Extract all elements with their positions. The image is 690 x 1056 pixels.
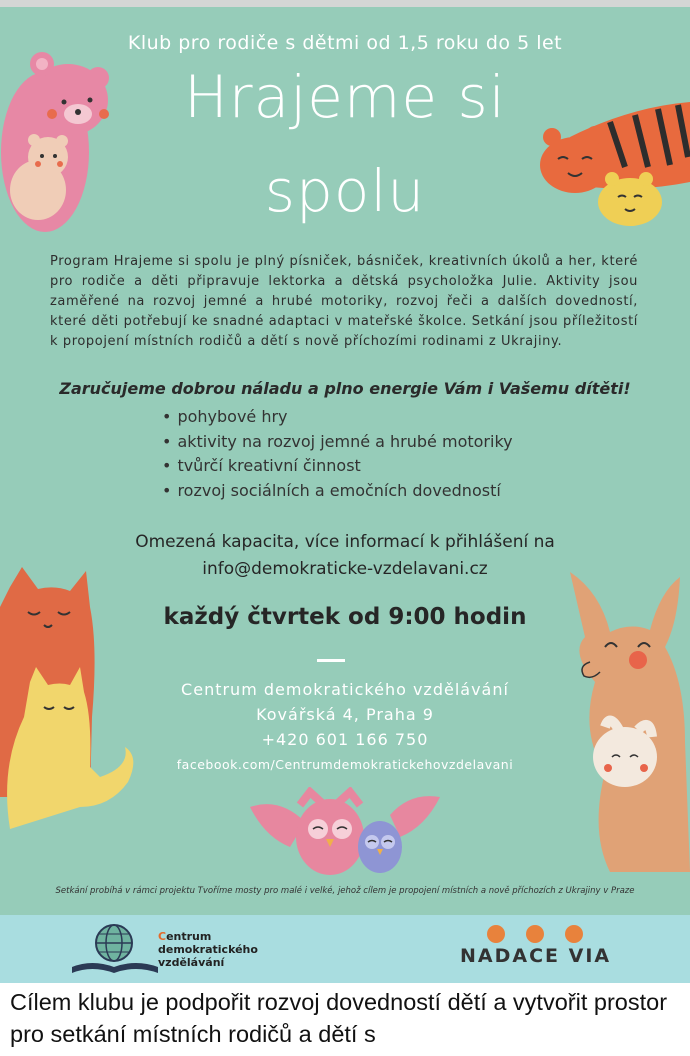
project-footnote: Setkání probíhá v rámci projektu Tvoříme mosty pro malé i velké, jehož cílem je propojení místních a nově příchozích z Ukrajiny v Praze bbox=[55, 886, 635, 896]
list-item: • tvůrčí kreativní činnost bbox=[162, 454, 513, 479]
club-subtitle: Klub pro rodiče s dětmi od 1,5 roku do 5 let bbox=[127, 32, 563, 54]
facebook-link: facebook.com/Centrumdemokratickehovzdelavani bbox=[176, 757, 514, 772]
owls-illustration bbox=[250, 787, 440, 882]
cdv-logo-initial: C bbox=[158, 930, 167, 943]
cdv-logo-line1: entrum bbox=[166, 930, 212, 943]
phone: +420 601 166 750 bbox=[261, 730, 429, 749]
cdv-logo-text bbox=[158, 930, 258, 969]
program-description: Program Hrajeme si spolu je plný písniček, básniček, kreativních úkolů a her, které pro rodiče a děti připravuje lektorka a dětská psycholožka Julie. Aktivity jsou zaměřené na rozvoj jemné a hrubé motoriky, rozvoj řeči a dalších dovedností, které děti potřebují ke snadné adaptaci v mateřské školce. Setkání jsou příležitostí k propojení místních rodičů a dětí s nově příchozími rodinami z Ukrajiny. bbox=[50, 254, 638, 349]
contact-email: info@demokraticke-vzdelavani.cz bbox=[202, 559, 488, 579]
top-status-strip bbox=[0, 0, 690, 7]
cdv-logo-line3: vzdělávání bbox=[158, 956, 225, 969]
poster-title-line2: spolu bbox=[264, 157, 426, 225]
guarantee-heading: Zaručujeme dobrou náladu a plno energie Vám i Vašemu dítěti! bbox=[59, 379, 631, 398]
address: Kovářská 4, Praha 9 bbox=[256, 705, 434, 724]
globe-book-icon bbox=[70, 919, 160, 977]
nadace-via-logo: NADACE VIA bbox=[460, 945, 612, 967]
list-item: • aktivity na rozvoj jemné a hrubé motoriky bbox=[162, 430, 513, 455]
capacity-info bbox=[0, 529, 690, 583]
divider bbox=[317, 659, 345, 662]
activities-list bbox=[162, 405, 513, 503]
org-name: Centrum demokratického vzdělávání bbox=[181, 680, 509, 699]
logo-strip bbox=[0, 915, 690, 983]
contact-block bbox=[0, 677, 690, 777]
poster-title-line1: Hrajeme si bbox=[184, 63, 506, 131]
schedule-text: každý čtvrtek od 9:00 hodin bbox=[163, 604, 527, 630]
post-caption: Cílem klubu je podpořit rozvoj dovedností dětí a vytvořit prostor pro setkání místních rodičů a dětí s bbox=[10, 989, 668, 1047]
list-item: • rozvoj sociálních a emočních dovedností bbox=[162, 479, 513, 504]
capacity-text: Omezená kapacita, více informací k přihlášení na bbox=[135, 532, 555, 552]
list-item: • pohybové hry bbox=[162, 405, 513, 430]
poster bbox=[0, 7, 690, 915]
nadace-via-dots-icon bbox=[485, 923, 585, 945]
cdv-logo-line2: demokratického bbox=[158, 943, 258, 956]
